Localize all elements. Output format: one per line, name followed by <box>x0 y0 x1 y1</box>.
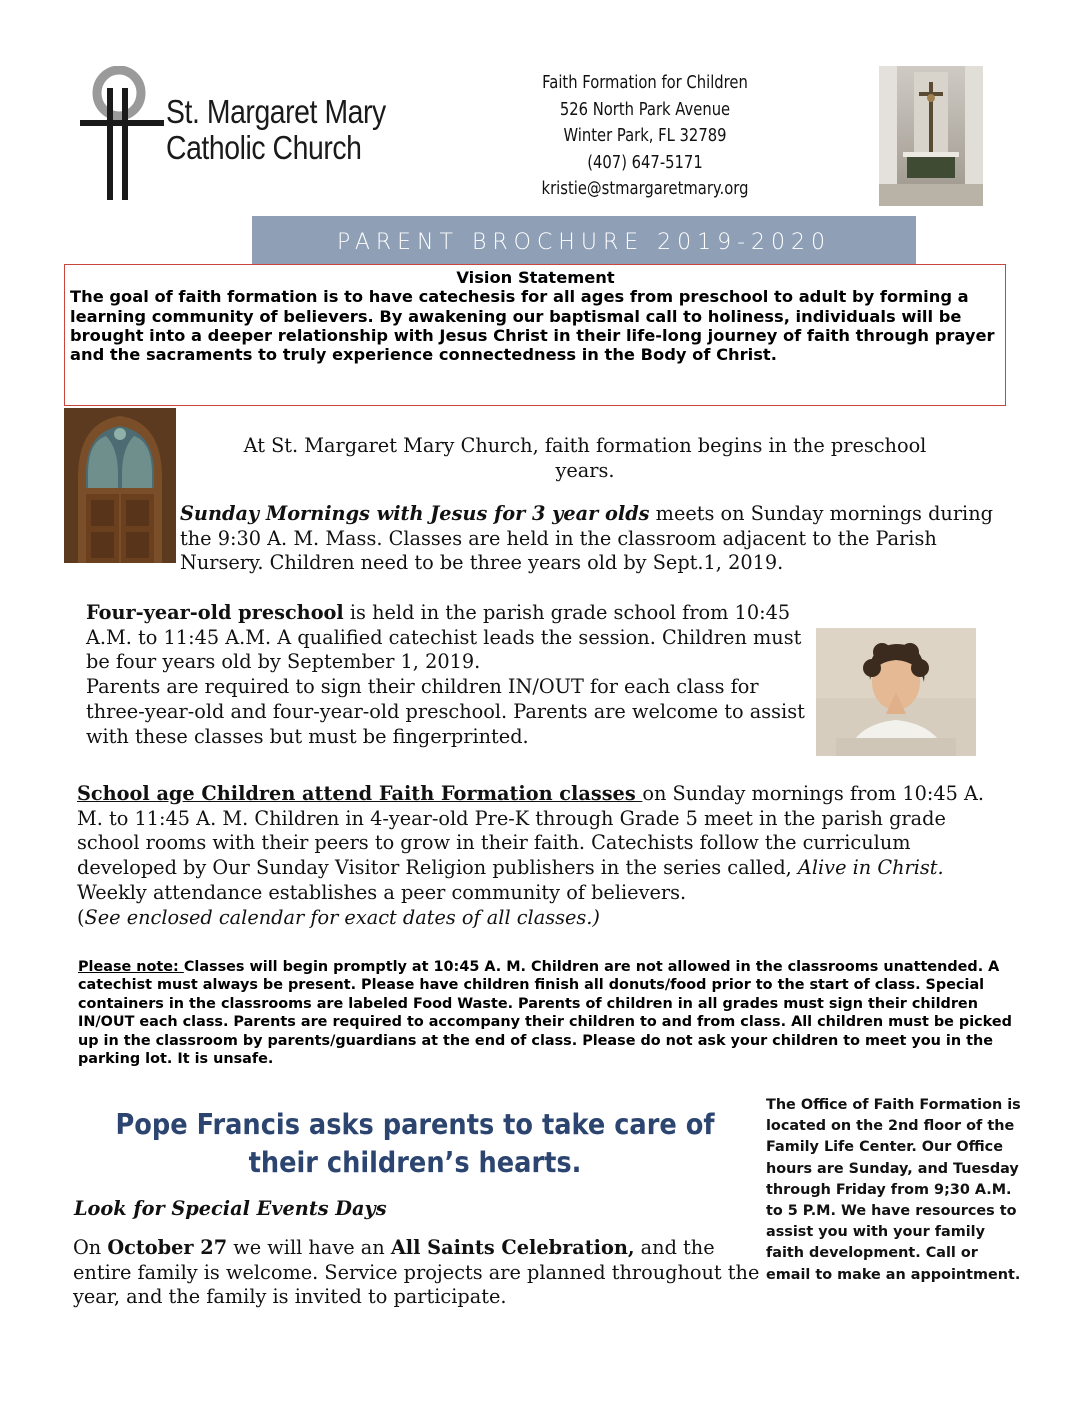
events-date: October 27 <box>107 1236 228 1259</box>
sunday-mornings-lead: Sunday Mornings with Jesus for 3 year olds <box>180 502 650 525</box>
altar-crucifix-photo <box>879 66 983 206</box>
please-note-text: Classes will begin promptly at 10:45 A. M. Children are not allowed in the classrooms unattended. A catechist must always be present. Please have children finish all donuts/food prior to the start of class. Special containers in the classrooms are labeled Food Waste. Parents of children in all grades must sign their children IN/OUT each class. Parents are required to accompany their children to and from class. All children must be picked up in the classroom by parents/guardians at the end of class. Please do not ask your children to meet you in the parking lot. It is unsafe. <box>78 959 1012 1068</box>
praying-child-photo <box>816 628 976 756</box>
school-age-text: on Sunday mornings from 10:45 A. M. to 11:45 A. M. Children in 4-year-old Pre-K through Grade 5 meet in the parish grade school rooms with their peers to grow in their faith. Catechists follow the curriculum developed by Our Sunday Visitor Religion publishers in the series called, <box>77 782 985 880</box>
address-line-phone: (407) 647-5171 <box>587 151 703 173</box>
address-line-program: Faith Formation for Children <box>542 72 748 93</box>
vision-statement-box <box>64 264 1006 406</box>
contact-address <box>526 70 764 203</box>
events-mid: we will have an <box>227 1236 391 1259</box>
please-note-paragraph <box>78 958 1018 1068</box>
school-age-text-attendance: Weekly attendance establishes a peer community of believers. <box>77 880 687 904</box>
special-events-heading: Look for Special Events Days <box>74 1197 387 1220</box>
four-year-old-paragraph <box>86 601 816 749</box>
events-pre: On <box>73 1236 108 1259</box>
sunday-mornings-paragraph <box>180 502 1010 576</box>
office-info-sidebar: The Office of Faith Formation is located on the 2nd floor of the Family Life Center. Our Office hours are Sunday, and Tuesday through Friday from 9;30 A.M. to 5 P.M. We have resources to assist you with your family faith development. Call or email to make an appointment. <box>766 1097 1021 1283</box>
school-age-paragraph <box>77 782 1007 930</box>
vision-title: Vision Statement <box>456 268 615 287</box>
cross-circle-icon <box>78 66 168 202</box>
sunday-mornings-text: meets on Sunday mornings during the 9:30 A. M. Mass. Classes are held in the classroom adjacent to the Parish Nursery. Children need to be three years old by Sept.1, 2019. <box>180 502 993 575</box>
address-line-street: 526 North Park Avenue <box>559 98 731 120</box>
church-name-line2: Catholic Church <box>166 129 362 166</box>
calendar-note-paren: ( <box>77 905 85 929</box>
special-events-paragraph <box>73 1236 763 1310</box>
events-post: and the entire family is welcome. Service projects are planned throughout the year, and the family is invited to participate. <box>73 1236 760 1309</box>
please-note-lead: Please note: <box>78 959 184 975</box>
calendar-note: See enclosed calendar for exact dates of all classes.) <box>84 905 600 929</box>
curriculum-series-title: Alive in Christ. <box>797 856 944 880</box>
address-line-email[interactable]: kristie@stmargaretmary.org <box>541 178 749 199</box>
address-line-city: Winter Park, FL 32789 <box>563 125 727 146</box>
church-door-photo <box>64 408 176 563</box>
school-age-lead: School age Children attend Faith Formation classes <box>77 782 643 805</box>
four-year-old-text: is held in the parish grade school from 10:45 A.M. to 11:45 A.M. A qualified catechist leads the session. Children must be four years old by September 1, 2019. <box>86 601 802 674</box>
church-name <box>166 94 386 166</box>
church-logo <box>78 66 398 206</box>
vision-text: The goal of faith formation is to have catechesis for all ages from preschool to adult by forming a learning community of believers. By awakening our baptismal call to holiness, individuals will be brought into a deeper relationship with Jesus Christ in their life-long journey of faith through prayer and the sacraments to truly experience connectedness in the Body of Christ. <box>70 287 995 365</box>
four-year-old-text-signin: Parents are required to sign their children IN/OUT for each class for three-year-old and four-year-old preschool. Parents are welcome to assist with these classes but must be fingerprinted. <box>86 675 805 748</box>
brochure-title-banner: PARENT BROCHURE 2019-2020 <box>252 216 916 264</box>
intro-paragraph: At St. Margaret Mary Church, faith formation begins in the preschool years. <box>243 434 927 482</box>
church-name-line1: St. Margaret Mary <box>166 93 386 130</box>
four-year-old-lead: Four-year-old preschool <box>86 601 344 624</box>
events-name: All Saints Celebration, <box>390 1236 635 1259</box>
pope-francis-heading: Pope Francis asks parents to take care of their children’s hearts. <box>115 1108 715 1179</box>
